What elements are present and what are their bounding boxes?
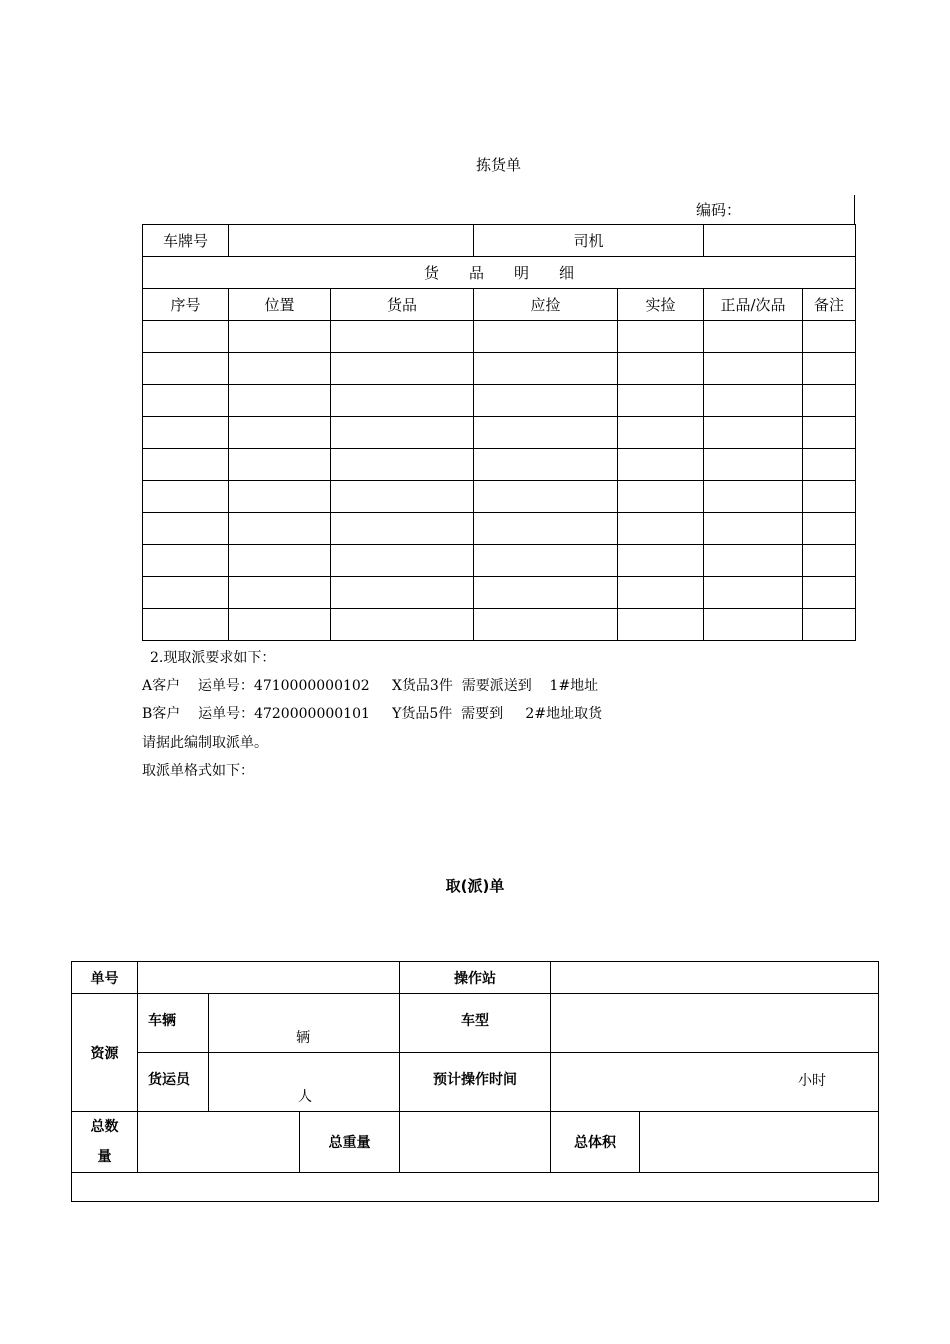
table-cell[interactable] [143, 545, 229, 577]
table-cell[interactable] [331, 353, 474, 385]
table-cell[interactable] [143, 385, 229, 417]
table-row [143, 321, 856, 353]
table-row [143, 609, 856, 641]
total-volume-field[interactable] [640, 1112, 879, 1173]
table-cell[interactable] [704, 449, 803, 481]
table-cell[interactable] [331, 609, 474, 641]
table-cell[interactable] [704, 513, 803, 545]
code-divider [854, 195, 855, 225]
table-cell[interactable] [618, 545, 704, 577]
table-cell[interactable] [229, 353, 331, 385]
table-cell[interactable] [803, 545, 856, 577]
table-cell[interactable] [618, 481, 704, 513]
table-cell[interactable] [331, 545, 474, 577]
table-cell[interactable] [229, 577, 331, 609]
courier-unit: 人 [298, 1089, 312, 1105]
totals-row [72, 1112, 879, 1173]
table-cell[interactable] [803, 609, 856, 641]
table-cell[interactable] [704, 577, 803, 609]
col-goods: 货品 [331, 289, 474, 321]
table-cell[interactable] [704, 353, 803, 385]
table-cell[interactable] [704, 481, 803, 513]
code-label: 编码： [696, 201, 742, 219]
table-cell[interactable] [704, 545, 803, 577]
table-cell[interactable] [474, 609, 618, 641]
col-remarks: 备注 [803, 289, 856, 321]
table-cell[interactable] [143, 321, 229, 353]
vehicle-label: 车辆 [138, 994, 209, 1053]
driver-label: 司机 [474, 225, 704, 257]
table-cell[interactable] [143, 417, 229, 449]
detail-header-char: 明 [514, 264, 530, 282]
table-cell[interactable] [143, 481, 229, 513]
table-cell[interactable] [143, 577, 229, 609]
detail-header [143, 257, 856, 289]
station-label: 操作站 [400, 962, 551, 994]
table-cell[interactable] [229, 609, 331, 641]
table-cell[interactable] [474, 417, 618, 449]
table-row [143, 577, 856, 609]
col-location: 位置 [229, 289, 331, 321]
table-cell[interactable] [331, 481, 474, 513]
table-cell[interactable] [618, 321, 704, 353]
table-row [143, 353, 856, 385]
resources-label: 资源 [72, 994, 138, 1112]
table-cell[interactable] [803, 321, 856, 353]
plate-label: 车牌号 [143, 225, 229, 257]
table-cell[interactable] [143, 609, 229, 641]
order-row [72, 962, 879, 994]
table-cell[interactable] [143, 513, 229, 545]
blank-row [72, 1173, 879, 1202]
table-cell[interactable] [803, 577, 856, 609]
order-no-label: 单号 [72, 962, 138, 994]
detail-header-char: 货 [423, 264, 439, 282]
table-cell[interactable] [618, 609, 704, 641]
blank-field[interactable] [72, 1173, 879, 1202]
table-row [143, 385, 856, 417]
table-cell[interactable] [803, 385, 856, 417]
table-cell[interactable] [618, 513, 704, 545]
table-cell[interactable] [803, 449, 856, 481]
total-qty-label-2: 量 [97, 1149, 112, 1165]
table-cell[interactable] [618, 577, 704, 609]
vehicle-type-label: 车型 [400, 994, 551, 1053]
total-qty-label-1: 总数 [90, 1119, 119, 1135]
table-cell[interactable] [331, 577, 474, 609]
vehicle-row [143, 225, 856, 257]
table-cell[interactable] [618, 417, 704, 449]
detail-header-char: 品 [468, 264, 484, 282]
instruction-text: 请据此编制取派单。 [142, 735, 268, 751]
col-actual: 实捡 [618, 289, 704, 321]
courier-field[interactable] [209, 1053, 400, 1112]
table-cell[interactable] [331, 449, 474, 481]
table-cell[interactable] [803, 481, 856, 513]
table-row [143, 449, 856, 481]
table-row [143, 417, 856, 449]
table-cell[interactable] [229, 545, 331, 577]
station-field[interactable] [551, 962, 879, 994]
table-cell[interactable] [229, 513, 331, 545]
dispatch-table [71, 961, 879, 1202]
table-row [143, 481, 856, 513]
table-cell[interactable] [474, 545, 618, 577]
table-cell[interactable] [704, 609, 803, 641]
format-note: 取派单格式如下： [142, 763, 254, 779]
table-cell[interactable] [229, 481, 331, 513]
courier-resource-row [72, 1053, 879, 1112]
table-cell[interactable] [474, 449, 618, 481]
table-cell[interactable] [474, 481, 618, 513]
requirement-line-b: B客户 运单号：4720000000101 Y货品5件 需要到 2#地址取货 [142, 706, 603, 722]
detail-header-row [143, 257, 856, 289]
column-header-row [143, 289, 856, 321]
table-cell[interactable] [331, 513, 474, 545]
table-cell[interactable] [618, 449, 704, 481]
pick-list-table [142, 224, 856, 641]
table-cell[interactable] [143, 449, 229, 481]
detail-header-char: 细 [559, 264, 575, 282]
est-time-unit: 小时 [798, 1073, 827, 1089]
table-cell[interactable] [143, 353, 229, 385]
table-cell[interactable] [229, 385, 331, 417]
total-volume-label: 总体积 [551, 1112, 640, 1173]
vehicle-field[interactable] [209, 994, 400, 1053]
table-cell[interactable] [474, 321, 618, 353]
total-weight-label: 总重量 [300, 1112, 400, 1173]
table-cell[interactable] [618, 353, 704, 385]
dispatch-title: 取(派)单 [445, 877, 505, 895]
plate-field[interactable] [229, 225, 474, 257]
table-cell[interactable] [803, 417, 856, 449]
vehicle-unit: 辆 [296, 1030, 310, 1046]
est-time-label: 预计操作时间 [400, 1053, 551, 1112]
table-cell[interactable] [803, 353, 856, 385]
table-cell[interactable] [331, 417, 474, 449]
table-row [143, 545, 856, 577]
order-no-field[interactable] [138, 962, 400, 994]
table-cell[interactable] [474, 513, 618, 545]
requirements-intro: 2.现取派要求如下： [150, 650, 276, 666]
table-cell[interactable] [474, 353, 618, 385]
table-cell[interactable] [229, 321, 331, 353]
total-qty-field[interactable] [138, 1112, 300, 1173]
courier-label: 货运员 [138, 1053, 209, 1112]
table-cell[interactable] [618, 385, 704, 417]
col-expected: 应捡 [474, 289, 618, 321]
pick-list-title: 拣货单 [475, 156, 521, 174]
table-cell[interactable] [229, 449, 331, 481]
table-cell[interactable] [331, 385, 474, 417]
table-cell[interactable] [803, 513, 856, 545]
table-cell[interactable] [704, 385, 803, 417]
est-time-field[interactable] [551, 1053, 879, 1112]
total-weight-field[interactable] [400, 1112, 551, 1173]
vehicle-resource-row [72, 994, 879, 1053]
table-cell[interactable] [229, 417, 331, 449]
table-row [143, 513, 856, 545]
col-quality: 正品/次品 [704, 289, 803, 321]
table-cell[interactable] [474, 577, 618, 609]
total-qty-label [72, 1112, 138, 1173]
table-cell[interactable] [704, 321, 803, 353]
pick-list-body [143, 321, 856, 641]
col-seq: 序号 [143, 289, 229, 321]
vehicle-type-field[interactable] [551, 994, 879, 1053]
requirement-line-a: A客户 运单号：4710000000102 X货品3件 需要派送到 1#地址 [142, 678, 599, 694]
table-cell[interactable] [704, 417, 803, 449]
driver-field[interactable] [704, 225, 856, 257]
table-cell[interactable] [474, 385, 618, 417]
table-cell[interactable] [331, 321, 474, 353]
